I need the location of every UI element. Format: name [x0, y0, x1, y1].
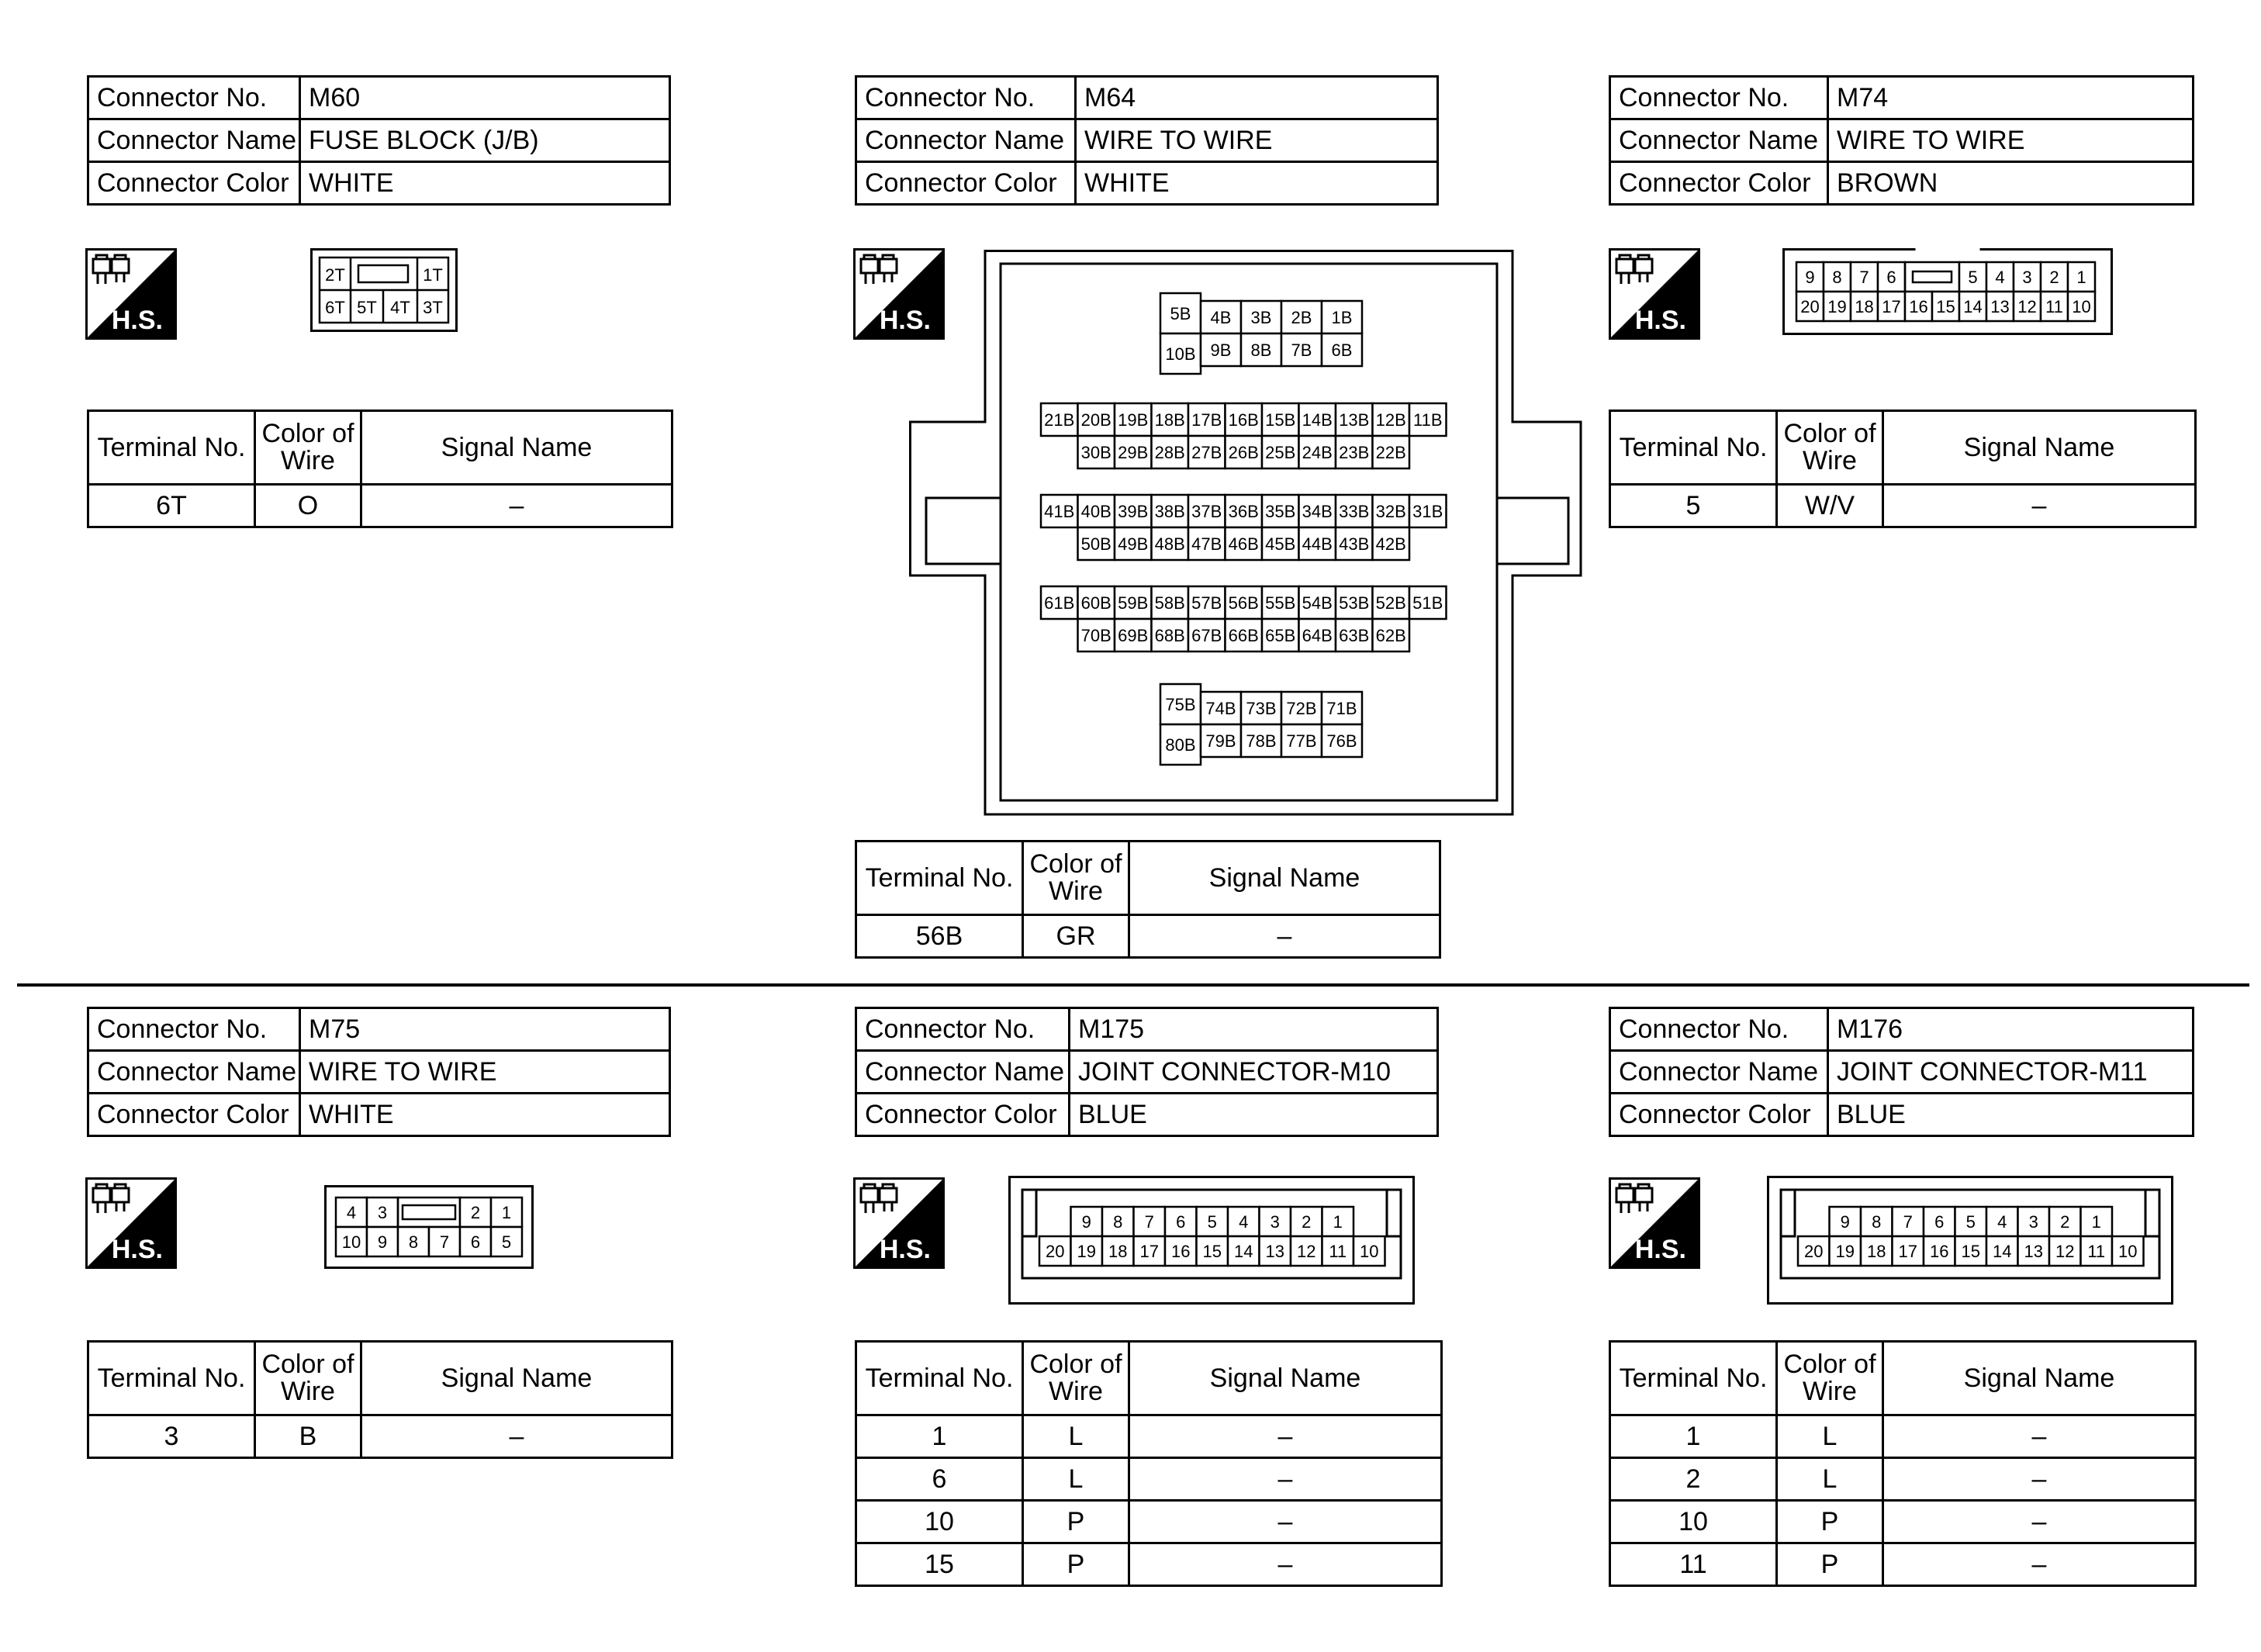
pin-label: 17	[1139, 1241, 1159, 1261]
value-connector-no: M176	[1828, 1008, 2194, 1051]
pin-label: 17B	[1191, 410, 1222, 430]
pin-label: 55B	[1265, 593, 1296, 613]
wire-color-cell: W/V	[1777, 485, 1883, 527]
pin-label: 2T	[325, 265, 345, 285]
label-connector-name: Connector Name	[856, 1051, 1070, 1094]
value-connector-color: WHITE	[300, 162, 670, 205]
header-color-of-wire: Color of Wire	[1777, 1342, 1883, 1415]
label-connector-color: Connector Color	[1610, 162, 1828, 205]
pin-label: 13	[2024, 1241, 2043, 1261]
pin-label: 5T	[357, 298, 377, 317]
header-signal-name: Signal Name	[1883, 411, 2196, 485]
table-row	[1610, 485, 2196, 527]
label-connector-no: Connector No.	[1610, 77, 1828, 119]
pin-label: 19	[1077, 1241, 1096, 1261]
value-connector-name: WIRE TO WIRE	[1828, 119, 2194, 162]
pin-label: 22B	[1375, 442, 1406, 462]
pin-label: 68B	[1154, 625, 1185, 645]
pin-label: 67B	[1191, 625, 1222, 645]
wire-color-cell: L	[1777, 1415, 1883, 1458]
pin-label: 15B	[1265, 410, 1296, 430]
pin-label: 53B	[1339, 593, 1370, 613]
pin-label: 23B	[1339, 442, 1370, 462]
pin-label: 24B	[1302, 442, 1333, 462]
badge-text: H.S.	[111, 306, 163, 335]
pin-label: 18B	[1154, 410, 1185, 430]
pin-label: 12B	[1375, 410, 1406, 430]
pin-label: 19B	[1118, 410, 1149, 430]
badge-text: H.S.	[1634, 1235, 1686, 1264]
signal-cell: –	[1883, 1415, 2196, 1458]
terminal-cell: 2	[1610, 1458, 1777, 1501]
badge-text: H.S.	[111, 1235, 163, 1264]
connector-face-m176	[1767, 1176, 2173, 1305]
pin-label: 10	[2072, 296, 2091, 316]
pin-label: 2	[470, 1202, 481, 1222]
pin-label: 41B	[1044, 501, 1075, 521]
pin-label: 49B	[1118, 534, 1149, 554]
header-color-of-wire: Color of Wire	[255, 1342, 361, 1415]
pin-label: 17	[1882, 296, 1901, 316]
pin-label: 79B	[1205, 731, 1236, 751]
pin-label: 60B	[1080, 593, 1111, 613]
pin-label: 33B	[1339, 501, 1370, 521]
value-connector-no: M175	[1070, 1008, 1438, 1051]
pin-label: 10	[1360, 1241, 1379, 1261]
pin-label: 6T	[325, 298, 345, 317]
header-terminal-no: Terminal No.	[88, 1342, 255, 1415]
pin-label: 70B	[1080, 625, 1111, 645]
pin-label: 43B	[1339, 534, 1370, 554]
label-connector-no: Connector No.	[88, 77, 300, 119]
value-connector-color: BROWN	[1828, 162, 2194, 205]
pin-label: 15	[1202, 1241, 1222, 1261]
pin-label: 18	[1867, 1241, 1886, 1261]
pin-label: 30B	[1080, 442, 1111, 462]
header-signal-name: Signal Name	[1129, 1342, 1442, 1415]
pin-label: 3	[1270, 1211, 1280, 1232]
pin-label: 5B	[1170, 303, 1191, 323]
signal-cell: –	[1883, 485, 2196, 527]
pin-label: 21B	[1044, 410, 1075, 430]
pin-label: 16	[1171, 1241, 1191, 1261]
pin-label: 19	[1835, 1241, 1855, 1261]
wire-color-cell: L	[1777, 1458, 1883, 1501]
pin-label: 7	[1903, 1211, 1913, 1232]
terminal-table-m64	[855, 840, 1441, 959]
pin-label: 5	[1207, 1211, 1217, 1232]
connector-face-m64	[909, 250, 1584, 824]
badge-text: H.S.	[879, 1235, 931, 1264]
label-connector-no: Connector No.	[856, 1008, 1070, 1051]
label-connector-no: Connector No.	[1610, 1008, 1828, 1051]
value-connector-no: M64	[1076, 77, 1438, 119]
connector-m74	[1609, 75, 2194, 206]
terminal-cell: 10	[1610, 1501, 1777, 1543]
pin-label: 5	[1968, 267, 1978, 287]
pin-label: 65B	[1265, 625, 1296, 645]
pin-label: 34B	[1302, 501, 1333, 521]
pin-label: 9	[377, 1232, 388, 1252]
table-row	[1610, 1501, 2196, 1543]
pin-label: 78B	[1246, 731, 1277, 751]
terminal-cell: 6T	[88, 485, 255, 527]
pin-label: 12	[1297, 1241, 1316, 1261]
table-row	[856, 1543, 1442, 1586]
table-row	[1610, 1543, 2196, 1586]
terminal-cell: 10	[856, 1501, 1023, 1543]
pin-label: 75B	[1165, 694, 1196, 714]
pin-label: 62B	[1375, 625, 1406, 645]
pin-label: 76B	[1326, 731, 1357, 751]
pin-label: 48B	[1154, 534, 1185, 554]
pin-label: 61B	[1044, 593, 1075, 613]
harness-side-icon	[1609, 1177, 1700, 1269]
pin-label: 2	[2049, 267, 2059, 287]
connector-face-m175	[1008, 1176, 1415, 1305]
connector-face-m74	[1782, 248, 2113, 335]
pin-label: 10B	[1165, 344, 1196, 364]
pin-label: 69B	[1118, 625, 1149, 645]
pin-label: 51B	[1412, 593, 1443, 613]
value-connector-name: WIRE TO WIRE	[300, 1051, 670, 1094]
pin-label: 9B	[1210, 340, 1232, 360]
wire-color-cell: GR	[1023, 915, 1129, 958]
terminal-cell: 6	[856, 1458, 1023, 1501]
header-signal-name: Signal Name	[1883, 1342, 2196, 1415]
pin-label: 7	[1144, 1211, 1154, 1232]
terminal-cell: 1	[856, 1415, 1023, 1458]
pin-label: 47B	[1191, 534, 1222, 554]
badge-text: H.S.	[879, 306, 931, 335]
wire-color-cell: P	[1023, 1501, 1129, 1543]
pin-label: 44B	[1302, 534, 1333, 554]
signal-cell: –	[361, 485, 672, 527]
pin-label: 50B	[1080, 534, 1111, 554]
terminal-cell: 5	[1610, 485, 1777, 527]
pin-label: 13	[1990, 296, 2010, 316]
pin-label: 8B	[1250, 340, 1272, 360]
pin-label: 28B	[1154, 442, 1185, 462]
terminal-table-m74	[1609, 410, 2197, 528]
pin-label: 7	[1859, 267, 1869, 287]
table-row	[88, 485, 672, 527]
pin-label: 1T	[423, 265, 443, 285]
section-divider	[17, 983, 2249, 987]
pin-label: 45B	[1265, 534, 1296, 554]
harness-side-icon	[853, 1177, 945, 1269]
pin-label: 16B	[1228, 410, 1259, 430]
pin-label: 4	[1239, 1211, 1249, 1232]
signal-cell: –	[1883, 1543, 2196, 1586]
terminal-cell: 3	[88, 1415, 255, 1458]
value-connector-name: JOINT CONNECTOR-M10	[1070, 1051, 1438, 1094]
signal-cell: –	[1129, 1501, 1442, 1543]
terminal-cell: 15	[856, 1543, 1023, 1586]
pin-label: 7B	[1291, 340, 1312, 360]
pin-label: 39B	[1118, 501, 1149, 521]
pin-label: 7	[439, 1232, 450, 1252]
pin-label: 8	[1832, 267, 1842, 287]
pin-label: 8	[1113, 1211, 1123, 1232]
pin-label: 6	[1886, 267, 1896, 287]
table-row	[856, 1415, 1442, 1458]
pin-label: 12	[2017, 296, 2037, 316]
pin-label: 5	[1965, 1211, 1976, 1232]
table-row	[1610, 1415, 2196, 1458]
pin-label: 4	[1997, 1211, 2007, 1232]
pin-label: 56B	[1228, 593, 1259, 613]
pin-label: 1	[2076, 267, 2086, 287]
pin-label: 11	[1329, 1241, 1347, 1261]
header-color-of-wire: Color of Wire	[1777, 411, 1883, 485]
connector-m60	[87, 75, 671, 206]
pin-label: 32B	[1375, 501, 1406, 521]
pin-label: 63B	[1339, 625, 1370, 645]
harness-side-icon	[1609, 248, 1700, 340]
pin-label: 19	[1827, 296, 1847, 316]
pin-label: 4T	[390, 298, 410, 317]
pin-label: 9	[1081, 1211, 1091, 1232]
table-row	[856, 1458, 1442, 1501]
pin-label: 13B	[1339, 410, 1370, 430]
pin-label: 26B	[1228, 442, 1259, 462]
pin-label: 80B	[1165, 734, 1196, 755]
pin-label: 11B	[1412, 410, 1443, 430]
pin-label: 54B	[1302, 593, 1333, 613]
pin-label: 31B	[1412, 501, 1443, 521]
pin-label: 3T	[423, 298, 443, 317]
pin-label: 12	[2055, 1241, 2075, 1261]
table-row	[1610, 1458, 2196, 1501]
pin-label: 4	[346, 1202, 357, 1222]
header-signal-name: Signal Name	[361, 411, 672, 485]
pin-label: 74B	[1205, 698, 1236, 718]
signal-cell: –	[1129, 1415, 1442, 1458]
pin-label: 2B	[1291, 307, 1312, 327]
signal-cell: –	[1883, 1458, 2196, 1501]
pin-label: 6	[1934, 1211, 1945, 1232]
pin-label: 1	[1333, 1211, 1343, 1232]
pin-label: 27B	[1191, 442, 1222, 462]
value-connector-color: WHITE	[1076, 162, 1438, 205]
pin-label: 4	[1995, 267, 2005, 287]
header-color-of-wire: Color of Wire	[255, 411, 361, 485]
pin-label: 72B	[1286, 698, 1317, 718]
table-row	[856, 1501, 1442, 1543]
label-connector-name: Connector Name	[1610, 119, 1828, 162]
signal-cell: –	[1129, 1543, 1442, 1586]
header-terminal-no: Terminal No.	[88, 411, 255, 485]
header-terminal-no: Terminal No.	[1610, 411, 1777, 485]
connector-m75	[87, 1007, 671, 1137]
value-connector-no: M60	[300, 77, 670, 119]
header-signal-name: Signal Name	[361, 1342, 672, 1415]
pin-label: 1	[501, 1202, 512, 1222]
header-terminal-no: Terminal No.	[856, 842, 1023, 915]
value-connector-color: BLUE	[1828, 1094, 2194, 1136]
pin-label: 59B	[1118, 593, 1149, 613]
label-connector-name: Connector Name	[856, 119, 1076, 162]
label-connector-color: Connector Color	[1610, 1094, 1828, 1136]
pin-label: 77B	[1286, 731, 1317, 751]
pin-label: 8	[408, 1232, 419, 1252]
terminal-cell: 1	[1610, 1415, 1777, 1458]
pin-label: 20	[1800, 296, 1820, 316]
harness-side-icon	[85, 1177, 177, 1269]
terminal-cell: 11	[1610, 1543, 1777, 1586]
pin-label: 16	[1930, 1241, 1949, 1261]
pin-label: 2	[2060, 1211, 2070, 1232]
pin-label: 14B	[1302, 410, 1333, 430]
pin-label: 3	[2022, 267, 2032, 287]
pin-label: 40B	[1080, 501, 1111, 521]
pin-label: 11	[2045, 296, 2063, 316]
pin-label: 14	[1234, 1241, 1253, 1261]
wire-color-cell: P	[1023, 1543, 1129, 1586]
label-connector-color: Connector Color	[88, 1094, 300, 1136]
wire-color-cell: O	[255, 485, 361, 527]
connector-info-table	[87, 75, 671, 206]
header-terminal-no: Terminal No.	[856, 1342, 1023, 1415]
header-terminal-no: Terminal No.	[1610, 1342, 1777, 1415]
value-connector-no: M74	[1828, 77, 2194, 119]
pin-label: 36B	[1228, 501, 1259, 521]
pin-label: 18	[1855, 296, 1874, 316]
signal-cell: –	[1129, 915, 1440, 958]
label-connector-name: Connector Name	[88, 119, 300, 162]
pin-label: 3	[2028, 1211, 2038, 1232]
pin-label: 14	[1993, 1241, 2012, 1261]
pin-label: 25B	[1265, 442, 1296, 462]
wire-color-cell: L	[1023, 1415, 1129, 1458]
wire-color-cell: B	[255, 1415, 361, 1458]
pin-label: 9	[1805, 267, 1815, 287]
pin-label: 14	[1963, 296, 1983, 316]
label-connector-name: Connector Name	[88, 1051, 300, 1094]
label-connector-no: Connector No.	[856, 77, 1076, 119]
table-row	[88, 1415, 672, 1458]
pin-label: 13	[1265, 1241, 1284, 1261]
pin-label: 6	[1176, 1211, 1186, 1232]
pin-label: 71B	[1326, 698, 1357, 718]
header-color-of-wire: Color of Wire	[1023, 842, 1129, 915]
pin-label: 38B	[1154, 501, 1185, 521]
pin-label: 1	[2091, 1211, 2101, 1232]
value-connector-no: M75	[300, 1008, 670, 1051]
terminal-table-m176	[1609, 1340, 2197, 1587]
value-connector-name: FUSE BLOCK (J/B)	[300, 119, 670, 162]
pin-label: 15	[1936, 296, 1955, 316]
label-connector-no: Connector No.	[88, 1008, 300, 1051]
value-connector-color: BLUE	[1070, 1094, 1438, 1136]
header-signal-name: Signal Name	[1129, 842, 1440, 915]
pin-label: 16	[1909, 296, 1928, 316]
pin-label: 3B	[1250, 307, 1272, 327]
pin-label: 37B	[1191, 501, 1222, 521]
connector-m176	[1609, 1007, 2194, 1137]
pin-label: 5	[501, 1232, 512, 1252]
pin-label: 4B	[1210, 307, 1232, 327]
pin-label: 3	[377, 1202, 388, 1222]
pin-label: 18	[1108, 1241, 1128, 1261]
pin-label: 73B	[1246, 698, 1277, 718]
wire-color-cell: P	[1777, 1543, 1883, 1586]
pin-label: 1B	[1331, 307, 1353, 327]
terminal-cell: 56B	[856, 915, 1023, 958]
terminal-table-m60	[87, 410, 673, 528]
terminal-table-m175	[855, 1340, 1443, 1587]
pin-label: 66B	[1228, 625, 1259, 645]
label-connector-color: Connector Color	[856, 1094, 1070, 1136]
connector-m64	[855, 75, 1439, 206]
value-connector-color: WHITE	[300, 1094, 670, 1136]
terminal-table-m75	[87, 1340, 673, 1459]
pin-label: 58B	[1154, 593, 1185, 613]
label-connector-color: Connector Color	[88, 162, 300, 205]
badge-text: H.S.	[1634, 306, 1686, 335]
pin-label: 6	[470, 1232, 481, 1252]
label-connector-color: Connector Color	[856, 162, 1076, 205]
pin-label: 52B	[1375, 593, 1406, 613]
pin-label: 2	[1302, 1211, 1312, 1232]
pin-label: 17	[1898, 1241, 1917, 1261]
value-connector-name: WIRE TO WIRE	[1076, 119, 1438, 162]
pin-label: 9	[1840, 1211, 1850, 1232]
pin-label: 6B	[1331, 340, 1353, 360]
value-connector-name: JOINT CONNECTOR-M11	[1828, 1051, 2194, 1094]
pin-label: 20	[1804, 1241, 1824, 1261]
pin-label: 15	[1961, 1241, 1980, 1261]
pin-label: 10	[341, 1232, 361, 1252]
pin-label: 20	[1046, 1241, 1065, 1261]
harness-side-icon	[85, 248, 177, 340]
pin-label: 11	[2087, 1241, 2106, 1261]
signal-cell: –	[361, 1415, 672, 1458]
signal-cell: –	[1883, 1501, 2196, 1543]
pin-label: 64B	[1302, 625, 1333, 645]
connector-face-m75	[324, 1185, 534, 1269]
table-row	[856, 915, 1440, 958]
pin-label: 10	[2118, 1241, 2138, 1261]
connector-face-m60	[310, 248, 458, 332]
pin-label: 46B	[1228, 534, 1259, 554]
pin-label: 35B	[1265, 501, 1296, 521]
label-connector-name: Connector Name	[1610, 1051, 1828, 1094]
wire-color-cell: L	[1023, 1458, 1129, 1501]
connector-m175	[855, 1007, 1439, 1137]
pin-label: 42B	[1375, 534, 1406, 554]
header-color-of-wire: Color of Wire	[1023, 1342, 1129, 1415]
pin-label: 29B	[1118, 442, 1149, 462]
signal-cell: –	[1129, 1458, 1442, 1501]
pin-label: 57B	[1191, 593, 1222, 613]
pin-label: 20B	[1080, 410, 1111, 430]
wire-color-cell: P	[1777, 1501, 1883, 1543]
pin-label: 8	[1872, 1211, 1882, 1232]
